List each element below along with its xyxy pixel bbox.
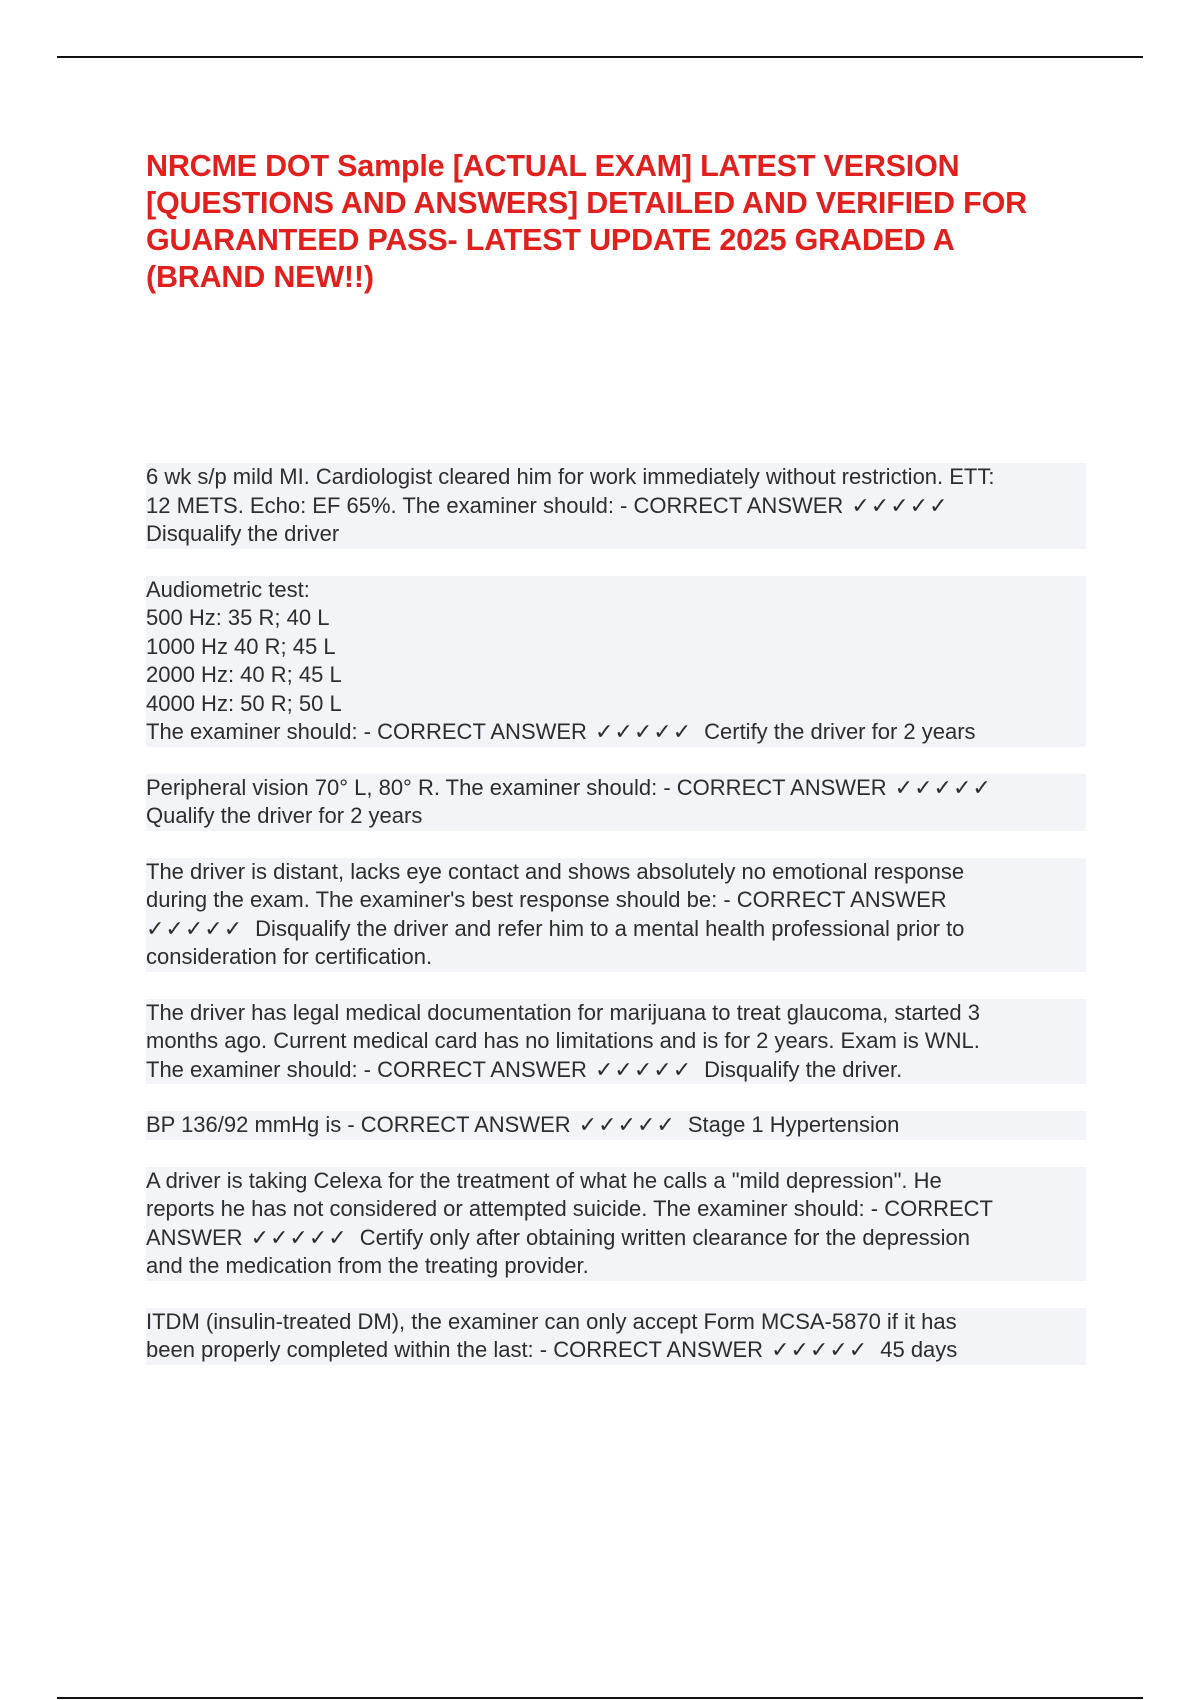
- question-line: The driver has legal medical documentation for marijuana to treat glaucoma, started 3: [146, 999, 1086, 1028]
- qa-item: [146, 463, 1086, 549]
- question-line: The driver is distant, lacks eye contact and shows absolutely no emotional response: [146, 858, 1086, 887]
- answer-text: Stage 1 Hypertension: [687, 1112, 900, 1137]
- checkmarks-icon: ✓✓✓✓✓: [594, 719, 693, 744]
- question-line: ANSWER ✓✓✓✓✓ Certify only after obtaining written clearance for the depression: [146, 1224, 1086, 1253]
- question-line: ITDM (insulin-treated DM), the examiner can only accept Form MCSA-5870 if it has: [146, 1308, 1086, 1337]
- question-line: 2000 Hz: 40 R; 45 L: [146, 661, 1086, 690]
- title-line: [QUESTIONS AND ANSWERS] DETAILED AND VERIFIED FOR: [146, 186, 1027, 220]
- title-line: GUARANTEED PASS- LATEST UPDATE 2025 GRADED A: [146, 223, 955, 257]
- qa-item: [146, 774, 1086, 831]
- checkmarks-icon: ✓✓✓✓✓: [594, 1056, 693, 1082]
- answer-line: consideration for certification.: [146, 943, 1086, 972]
- checkmarks-icon: ✓✓✓✓✓: [146, 915, 244, 941]
- question-line: been properly completed within the last: - CORRECT ANSWER ✓✓✓✓✓ 45 days: [146, 1336, 1086, 1365]
- question-line: The examiner should: - CORRECT ANSWER ✓✓✓✓✓ Disqualify the driver.: [146, 1056, 1086, 1085]
- qa-list: [146, 463, 1086, 1365]
- qa-item: [146, 858, 1086, 972]
- question-line: 1000 Hz 40 R; 45 L: [146, 633, 1086, 662]
- top-rule: [57, 56, 1143, 58]
- answer-line: Disqualify the driver: [146, 520, 1086, 549]
- qa-item: [146, 1111, 1086, 1140]
- question-line: A driver is taking Celexa for the treatment of what he calls a "mild depression". He: [146, 1167, 1086, 1196]
- checkmarks-icon: ✓✓✓✓✓: [578, 1112, 676, 1137]
- question-line: months ago. Current medical card has no limitations and is for 2 years. Exam is WNL.: [146, 1027, 1086, 1056]
- question-line: 500 Hz: 35 R; 40 L: [146, 604, 1086, 633]
- answer-text: Certify the driver for 2 years: [704, 719, 976, 744]
- question-line: The examiner should: - CORRECT ANSWER ✓✓✓✓✓ Certify the driver for 2 years: [146, 718, 1086, 747]
- question-line: Peripheral vision 70° L, 80° R. The examiner should: - CORRECT ANSWER ✓✓✓✓✓: [146, 774, 1086, 803]
- title-line: (BRAND NEW!!): [146, 260, 374, 294]
- question-line: 12 METS. Echo: EF 65%. The examiner should: - CORRECT ANSWER ✓✓✓✓✓: [146, 492, 1086, 521]
- qa-item: [146, 1167, 1086, 1281]
- bottom-rule: [57, 1697, 1143, 1699]
- answer-line: Qualify the driver for 2 years: [146, 802, 1086, 831]
- answer-line: and the medication from the treating provider.: [146, 1252, 1086, 1281]
- title-line: NRCME DOT Sample [ACTUAL EXAM] LATEST VERSION: [146, 149, 960, 183]
- checkmarks-icon: ✓✓✓✓✓: [851, 492, 949, 518]
- answer-text: Disqualify the driver.: [704, 1056, 903, 1082]
- question-line: BP 136/92 mmHg is - CORRECT ANSWER ✓✓✓✓✓ Stage 1 Hypertension: [146, 1111, 1086, 1140]
- qa-item: [146, 576, 1086, 747]
- question-line: 6 wk s/p mild MI. Cardiologist cleared him for work immediately without restriction. ETT:: [146, 463, 1086, 492]
- question-line: Audiometric test:: [146, 576, 1086, 605]
- qa-item: [146, 999, 1086, 1085]
- answer-line: ✓✓✓✓✓ Disqualify the driver and refer him to a mental health professional prior to: [146, 915, 1086, 944]
- qa-item: [146, 1308, 1086, 1365]
- question-line: during the exam. The examiner's best response should be: - CORRECT ANSWER: [146, 886, 1086, 915]
- document-body: [146, 148, 1086, 1392]
- checkmarks-icon: ✓✓✓✓✓: [894, 774, 992, 800]
- checkmarks-icon: ✓✓✓✓✓: [250, 1224, 348, 1250]
- question-line: reports he has not considered or attempted suicide. The examiner should: - CORRECT: [146, 1195, 1086, 1224]
- answer-text: 45 days: [880, 1337, 958, 1362]
- document-title: [146, 148, 1086, 296]
- answer-text: Certify only after obtaining written clearance for the depression: [359, 1224, 970, 1250]
- question-line: 4000 Hz: 50 R; 50 L: [146, 690, 1086, 719]
- checkmarks-icon: ✓✓✓✓✓: [771, 1337, 869, 1362]
